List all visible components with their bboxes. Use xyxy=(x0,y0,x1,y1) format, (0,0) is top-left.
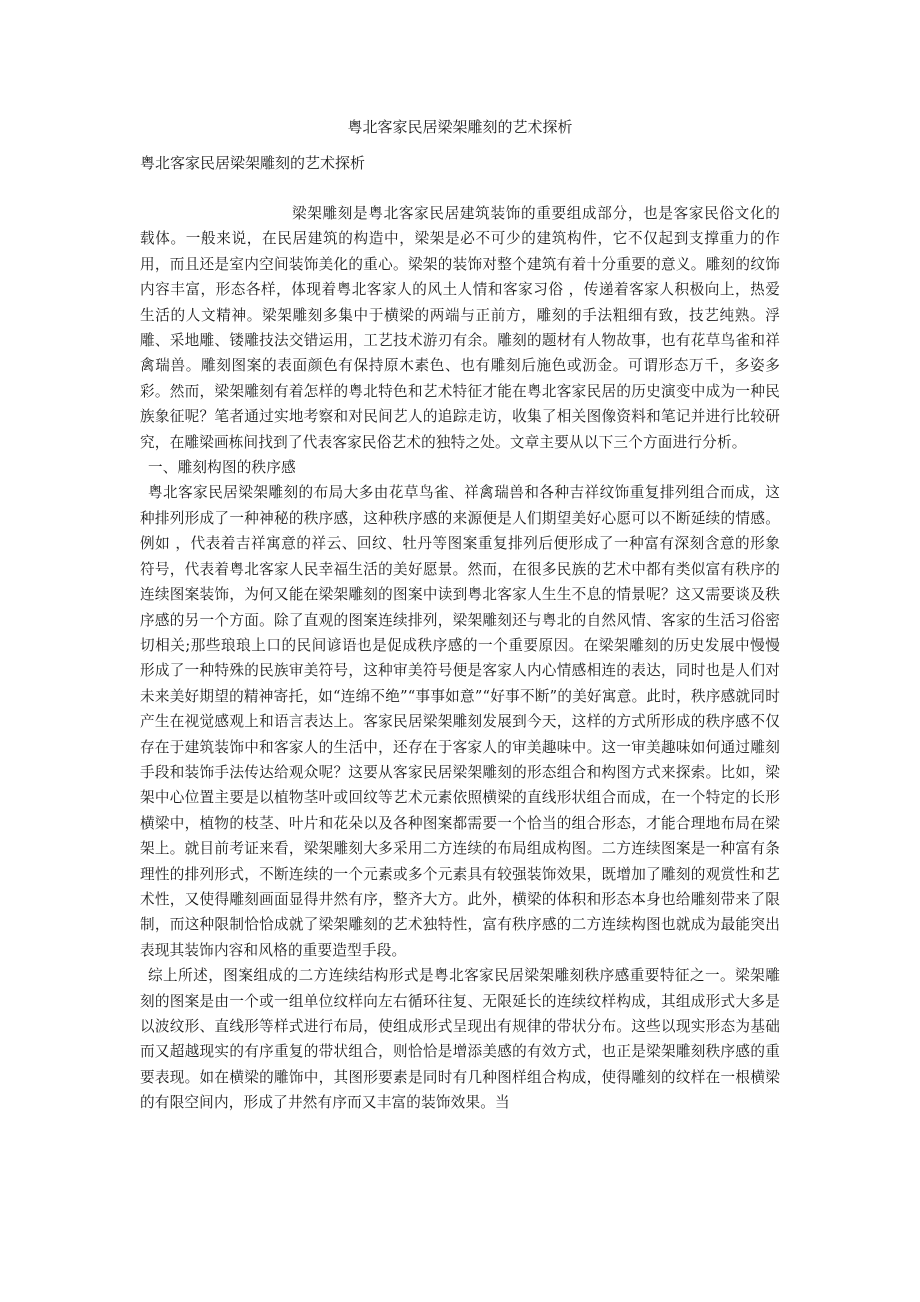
document-subtitle: 粤北客家民居梁架雕刻的艺术探析 xyxy=(140,154,366,172)
section-body-paragraph: 粤北客家民居梁架雕刻的布局大多由花草鸟雀、祥禽瑞兽和各种吉祥纹饰重复排列组合而成，这种排列形成了一种神秘的秩序感，这种秩序感的来源便是人们期望美好心愿可以不断延续的情感。例如 ，代表着吉祥寓意的祥云、回纹、牡丹等图案重复排列后便形成了一种富有深刻含意的形象符号，代表着粤北客家人民幸福生活的美好愿景。然而，在很多民族的艺术中都有类似富有秩序的连续图案装饰，为何又能在梁架雕刻的图案中读到粤北客家人生生不息的情景呢？这又需要谈及秩序感的另一个方面。除了直观的图案连续排列，梁架雕刻还与粤北的自然风情、客家的生活习俗密切相关;那些琅琅上口的民间谚语也是促成秩序感的一个重要原因。在梁架雕刻的历史发展中慢慢形成了一种特殊的民族审美符号，这种审美符号便是客家人内心情感相连的表达，同时也是人们对未来美好期望的精神寄托，如“连绵不绝”“事事如意”“好事不断”的美好寓意。此时，秩序感就同时产生在视觉感观上和语言表达上。客家民居梁架雕刻发展到今天，这样的方式所形成的秩序感不仅存在于建筑装饰中和客家人的生活中，还存在于客家人的审美趣味中。这一审美趣味如何通过雕刻手段和装饰手法传达给观众呢？这要从客家民居梁架雕刻的形态组合和构图方式来探索。比如，梁架中心位置主要是以植物茎叶或回纹等艺术元素依照横梁的直线形状组合而成，在一个特定的长形横梁中，植物的枝茎、叶片和花朵以及各种图案都需要一个恰当的组合形态，才能合理地布局在梁架上。就目前考证来看，梁架雕刻大多采用二方连续的布局组成构图。二方连续图案是一种富有条理性的排列形式，不断连续的一个元素或多个元素具有较强装饰效果，既增加了雕刻的观赏性和艺术性，又使得雕刻画面显得井然有序，整齐大方。此外，横梁的体积和形态本身也给雕刻带来了限制，而这种限制恰恰成就了梁架雕刻的艺术独特性，富有秩序感的二方连续构图也就成为最能突出表现其装饰内容和风格的重要造型手段。 xyxy=(140,484,780,959)
document-body xyxy=(140,201,780,1116)
intro-paragraph: 梁架雕刻是粤北客家民居建筑装饰的重要组成部分，也是客家民俗文化的载体。一般来说，在民居建筑的构造中，梁架是必不可少的建筑构件，它不仅起到支撑重力的作用，而且还是室内空间装饰美化的重心。梁架的装饰对整个建筑有着十分重要的意义。雕刻的纹饰内容丰富，形态各样，体现着粤北客家人的风土人情和客家习俗 ，传递着客家人积极向上，热爱生活的人文精神。梁架雕刻多集中于横梁的两端与正前方，雕刻的手法粗细有致，技艺纯熟。浮雕、采地雕、镂雕技法交错运用，工艺技术游刃有余。雕刻的题材有人物故事，也有花草鸟雀和祥禽瑞兽。雕刻图案的表面颜色有保持原木素色、也有雕刻后施色或沥金。可谓形态万千，多姿多彩。然而，梁架雕刻有着怎样的粤北特色和艺术特征才能在粤北客家民居的历史演变中成为一种民族象征呢？笔者通过实地考察和对民间艺人的追踪走访，收集了相关图像资料和笔记并进行比较研究，在雕梁画栋间找到了代表客家民俗艺术的独特之处。文章主要从以下三个方面进行分析。 xyxy=(140,205,780,451)
section-heading: 一、雕刻构图的秩序感 xyxy=(148,459,296,477)
summary-paragraph: 综上所述，图案组成的二方连续结构形式是粤北客家民居梁架雕刻秩序感重要特征之一。梁架雕刻的图案是由一个或一组单位纹样向左右循环往复、无限延长的连续纹样构成，其组成形式大多是以波纹形、直线形等样式进行布局，使组成形式呈现出有规律的带状分布。这些以现实形态为基础而又超越现实的有序重复的带状组合，则恰恰是增添美感的有效方式，也正是梁架雕刻秩序感的重要表现。如在横梁的雕饰中，其图形要素是同时有几种图样组合构成，使得雕刻的纹样在一根横梁的有限空间内，形成了井然有序而又丰富的装饰效果。当 xyxy=(140,967,780,1112)
document-title: 粤北客家民居梁架雕刻的艺术探析 xyxy=(347,118,573,136)
